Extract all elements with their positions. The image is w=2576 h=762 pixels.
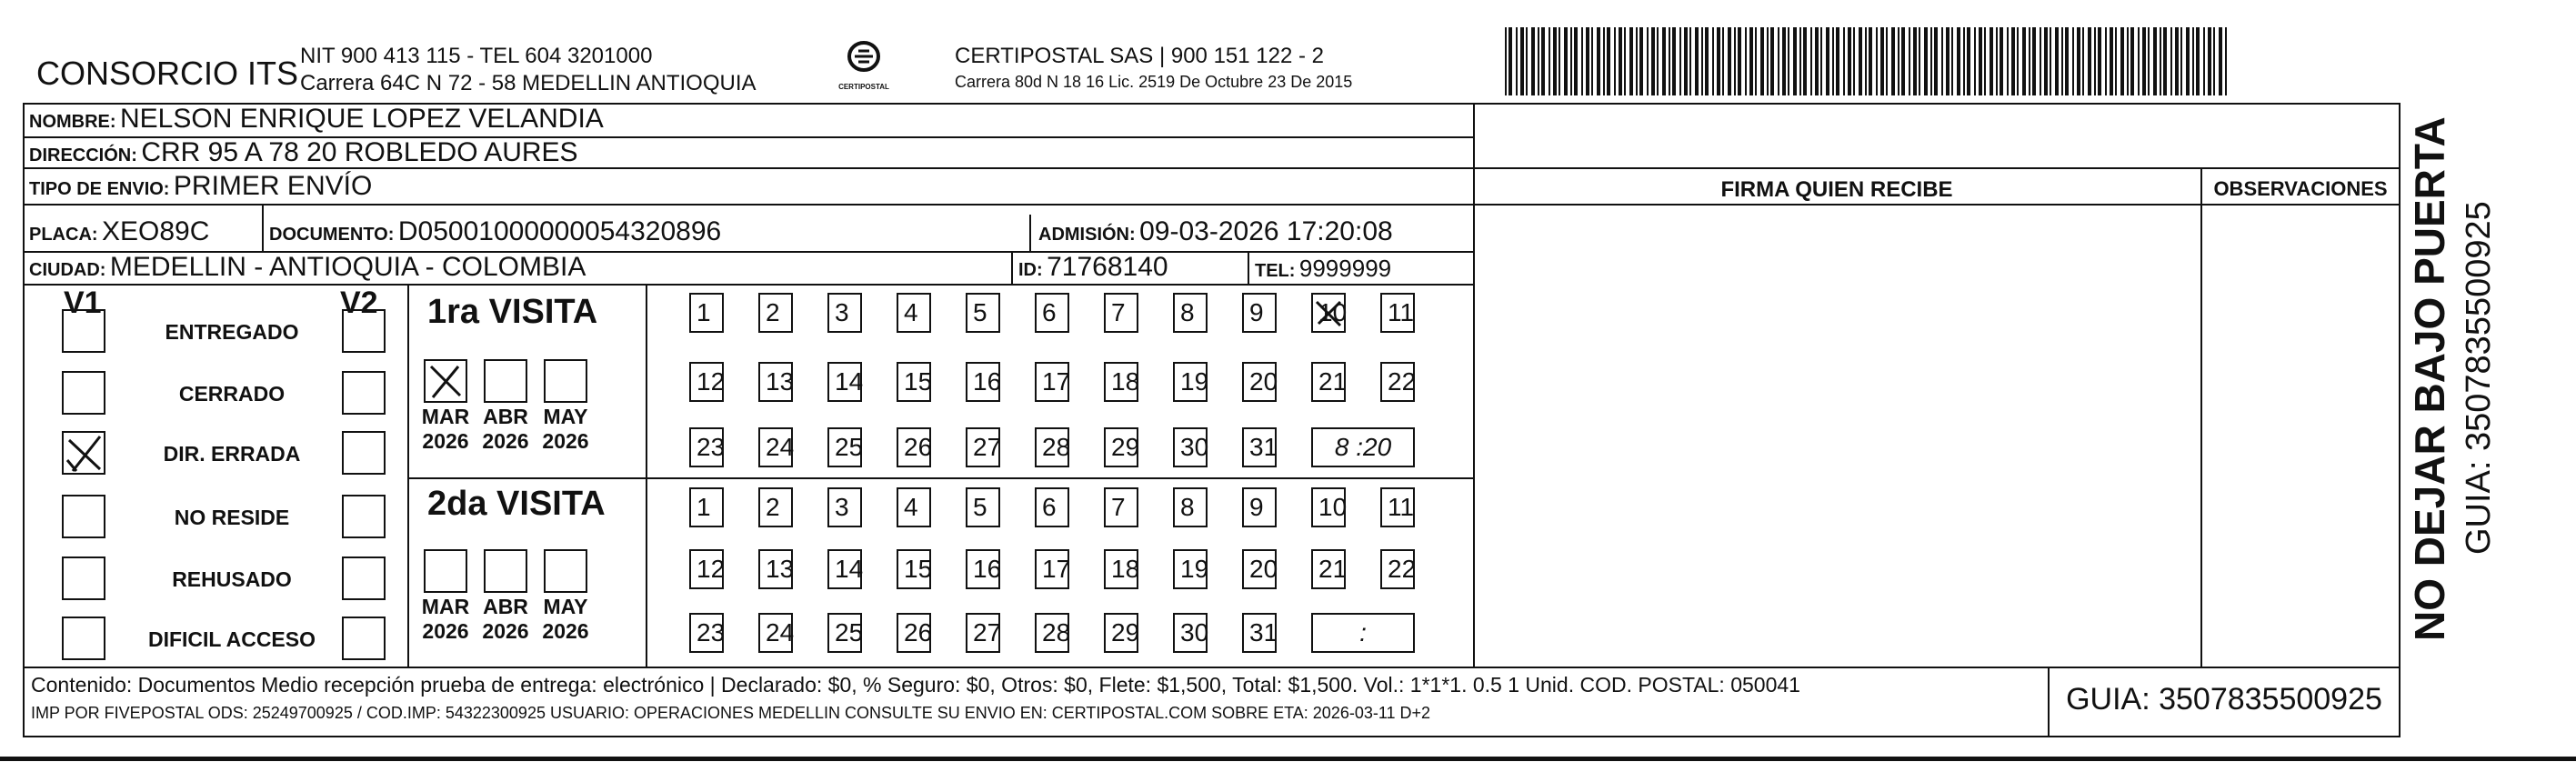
second-visit-day-box[interactable]: 5 (966, 487, 1000, 527)
second-visit-title: 2da VISITA (427, 485, 606, 523)
id-field (1018, 252, 1168, 283)
ciudad-field (29, 252, 586, 283)
logo-text: CERTIPOSTAL (838, 83, 889, 91)
month-year: 2026 (422, 619, 469, 643)
carrier-address: Carrera 80d N 18 16 Lic. 2519 De Octubre 23 De 2015 (955, 73, 1353, 91)
first-visit-day-box[interactable]: 8 (1173, 293, 1208, 333)
company-address: Carrera 64C N 72 - 58 MEDELLIN ANTIOQUIA (300, 71, 757, 95)
month-label (418, 405, 473, 454)
second-visit-day-box[interactable]: 3 (827, 487, 862, 527)
status-option-label: DIR. ERRADA (163, 442, 301, 466)
documento-label: DOCUMENTO: (269, 225, 395, 245)
direccion-value: CRR 95 A 78 20 ROBLEDO AURES (141, 137, 578, 167)
first-visit-day-box[interactable]: 4 (897, 293, 931, 333)
tipo-field (29, 171, 372, 202)
admision-field (1038, 216, 1393, 247)
first-visit-day-box[interactable]: 29 (1104, 427, 1138, 467)
documento-field (269, 216, 721, 247)
v1-label: V1 (64, 286, 102, 320)
status-option-label: NO RESIDE (174, 506, 290, 529)
month-name: MAR (421, 595, 470, 618)
second-visit-day-box[interactable]: 12 (689, 549, 724, 589)
check-mark-icon (64, 433, 105, 475)
month-name: ABR (483, 595, 528, 618)
first-visit-day-box[interactable]: 20 (1242, 362, 1277, 402)
first-visit-day-box[interactable]: 27 (966, 427, 1000, 467)
status-option-label: CERRADO (178, 382, 286, 406)
month-label (418, 595, 473, 644)
first-visit-day-box[interactable]: 11 (1380, 293, 1415, 333)
month-label (538, 405, 593, 454)
tel-field (1255, 255, 1391, 283)
month-name: ABR (483, 405, 528, 428)
second-visit-day-box[interactable]: 20 (1242, 549, 1277, 589)
placa-value: XEO89C (102, 216, 210, 246)
v1-checkbox-5[interactable] (62, 617, 105, 660)
second-visit-day-box[interactable]: 1 (689, 487, 724, 527)
first-visit-day-box[interactable]: 14 (827, 362, 862, 402)
month-year: 2026 (542, 619, 589, 643)
ciudad-value: MEDELLIN - ANTIOQUIA - COLOMBIA (109, 252, 586, 282)
second-month-checkbox-2[interactable] (544, 549, 587, 593)
nombre-value: NELSON ENRIQUE LOPEZ VELANDIA (120, 104, 604, 134)
second-visit-day-box[interactable]: 4 (897, 487, 931, 527)
tipo-label: TIPO DE ENVIO: (29, 179, 170, 199)
second-visit-day-box[interactable]: 9 (1242, 487, 1277, 527)
first-visit-day-box[interactable]: 24 (758, 427, 793, 467)
barcode (1505, 27, 2232, 95)
month-year: 2026 (422, 429, 469, 453)
status-option-label: REHUSADO (172, 567, 292, 591)
second-visit-day-box[interactable]: 23 (689, 613, 724, 653)
first-visit-day-box[interactable]: 15 (897, 362, 931, 402)
first-visit-day-box[interactable]: 25 (827, 427, 862, 467)
first-visit-day-box[interactable]: 3 (827, 293, 862, 333)
check-mark-icon (426, 361, 466, 401)
admision-value: 09-03-2026 17:20:08 (1139, 216, 1393, 246)
documento-value: D05001000000054320896 (397, 216, 722, 246)
first-visit-day-box[interactable]: 10 (1311, 293, 1346, 333)
second-visit-time-box[interactable]: : (1311, 613, 1415, 653)
placa-label: PLACA: (29, 225, 98, 245)
first-visit-title: 1ra VISITA (427, 293, 598, 331)
v2-checkbox-4[interactable] (342, 556, 386, 600)
second-month-checkbox-1[interactable] (484, 549, 527, 593)
admision-label: ADMISIÓN: (1038, 225, 1136, 245)
status-option-label: ENTREGADO (165, 320, 299, 344)
v1-checkbox-0[interactable] (62, 309, 105, 353)
ciudad-label: CIUDAD: (29, 260, 106, 280)
direccion-field (29, 137, 578, 168)
v1-checkbox-4[interactable] (62, 556, 105, 600)
observaciones-header: OBSERVACIONES (2213, 177, 2388, 200)
nombre-label: NOMBRE: (29, 112, 116, 132)
second-visit-day-box[interactable]: 8 (1173, 487, 1208, 527)
imp-text: IMP POR FIVEPOSTAL ODS: 25249700925 / COD.IMP: 54322300925 USUARIO: OPERACIONES MEDELLIN CONSULTE SU ENVIO EN: CERTIPOSTAL.COM SOBRE ETA: 2026-03-11 D+2 (31, 704, 1431, 722)
status-option-label: DIFICIL ACCESO (147, 627, 316, 651)
second-visit-day-box[interactable]: 25 (827, 613, 862, 653)
tel-label: TEL: (1255, 261, 1296, 281)
second-visit-day-box[interactable]: 2 (758, 487, 793, 527)
day-mark-icon (1313, 296, 1346, 329)
first-visit-day-box[interactable]: 12 (689, 362, 724, 402)
month-name: MAY (543, 595, 588, 618)
certipostal-logo-icon (837, 36, 891, 91)
first-month-checkbox-1[interactable] (484, 359, 527, 403)
month-label (478, 405, 533, 454)
month-year: 2026 (482, 619, 529, 643)
first-visit-day-box[interactable]: 30 (1173, 427, 1208, 467)
v2-checkbox-2[interactable] (342, 431, 386, 475)
month-label (478, 595, 533, 644)
month-year: 2026 (542, 429, 589, 453)
first-visit-day-box[interactable]: 17 (1035, 362, 1069, 402)
tipo-value: PRIMER ENVÍO (173, 171, 373, 201)
second-visit-day-box[interactable]: 24 (758, 613, 793, 653)
first-visit-day-box[interactable]: 23 (689, 427, 724, 467)
direccion-label: DIRECCIÓN: (29, 145, 137, 165)
first-visit-day-box[interactable]: 13 (758, 362, 793, 402)
first-visit-day-box[interactable]: 1 (689, 293, 724, 333)
second-visit-day-box[interactable]: 14 (827, 549, 862, 589)
second-visit-day-box[interactable]: 21 (1311, 549, 1346, 589)
second-visit-day-box[interactable]: 30 (1173, 613, 1208, 653)
footer-guia: GUIA: 3507835500925 (2066, 682, 2382, 717)
company-name: CONSORCIO ITS (36, 55, 299, 92)
second-visit-day-box[interactable]: 17 (1035, 549, 1069, 589)
first-visit-day-box[interactable]: 26 (897, 427, 931, 467)
second-visit-day-box[interactable]: 16 (966, 549, 1000, 589)
second-visit-day-box[interactable]: 19 (1173, 549, 1208, 589)
side-title: NO DEJAR BAJO PUERTA (2406, 116, 2453, 641)
second-visit-day-box[interactable]: 10 (1311, 487, 1346, 527)
month-name: MAY (543, 405, 588, 428)
tel-value: 9999999 (1298, 255, 1392, 282)
first-visit-day-box[interactable]: 31 (1242, 427, 1277, 467)
contenido-text: Contenido: Documentos Medio recepción prueba de entrega: electrónico | Declarado: $0, % Seguro: $0, Otros: $0, Flete: $1,500, Total: $1,500. Vol.: 1*1*1. 0.5 1 Unid. COD. POSTAL: 050041 (31, 673, 1800, 697)
carrier-line: CERTIPOSTAL SAS | 900 151 122 - 2 (955, 44, 1324, 68)
v2-label: V2 (340, 286, 378, 320)
second-visit-day-box[interactable]: 11 (1380, 487, 1415, 527)
v2-checkbox-5[interactable] (342, 617, 386, 660)
month-year: 2026 (482, 429, 529, 453)
v2-checkbox-3[interactable] (342, 495, 386, 538)
first-visit-day-box[interactable]: 16 (966, 362, 1000, 402)
placa-field (29, 216, 209, 247)
first-visit-day-box[interactable]: 9 (1242, 293, 1277, 333)
v2-checkbox-0[interactable] (342, 309, 386, 353)
second-month-checkbox-0[interactable] (424, 549, 467, 593)
second-visit-day-box[interactable]: 31 (1242, 613, 1277, 653)
second-visit-day-box[interactable]: 7 (1104, 487, 1138, 527)
first-visit-day-box[interactable]: 21 (1311, 362, 1346, 402)
first-visit-day-box[interactable]: 6 (1035, 293, 1069, 333)
nit-line: NIT 900 413 115 - TEL 604 3201000 (300, 44, 653, 68)
id-value: 71768140 (1047, 252, 1168, 282)
nombre-field (29, 104, 604, 135)
second-visit-day-box[interactable]: 18 (1104, 549, 1138, 589)
second-visit-day-box[interactable]: 26 (897, 613, 931, 653)
second-visit-day-box[interactable]: 27 (966, 613, 1000, 653)
second-visit-day-box[interactable]: 6 (1035, 487, 1069, 527)
second-visit-day-box[interactable]: 28 (1035, 613, 1069, 653)
first-visit-day-box[interactable]: 28 (1035, 427, 1069, 467)
first-visit-day-box[interactable]: 2 (758, 293, 793, 333)
first-visit-day-box[interactable]: 5 (966, 293, 1000, 333)
id-label: ID: (1018, 260, 1043, 280)
second-visit-day-box[interactable]: 22 (1380, 549, 1415, 589)
first-visit-day-box[interactable]: 18 (1104, 362, 1138, 402)
first-visit-time-box[interactable]: 8 :20 (1311, 427, 1415, 467)
first-month-checkbox-2[interactable] (544, 359, 587, 403)
first-visit-day-box[interactable]: 7 (1104, 293, 1138, 333)
first-visit-day-box[interactable]: 19 (1173, 362, 1208, 402)
second-visit-day-box[interactable]: 29 (1104, 613, 1138, 653)
firma-header: FIRMA QUIEN RECIBE (1720, 177, 1953, 202)
second-visit-day-box[interactable]: 15 (897, 549, 931, 589)
month-label (538, 595, 593, 644)
first-visit-day-box[interactable]: 22 (1380, 362, 1415, 402)
side-guia: GUIA: 3507835500925 (2460, 201, 2498, 555)
v1-checkbox-3[interactable] (62, 495, 105, 538)
second-visit-day-box[interactable]: 13 (758, 549, 793, 589)
month-name: MAR (421, 405, 470, 428)
v2-checkbox-1[interactable] (342, 371, 386, 415)
v1-checkbox-1[interactable] (62, 371, 105, 415)
